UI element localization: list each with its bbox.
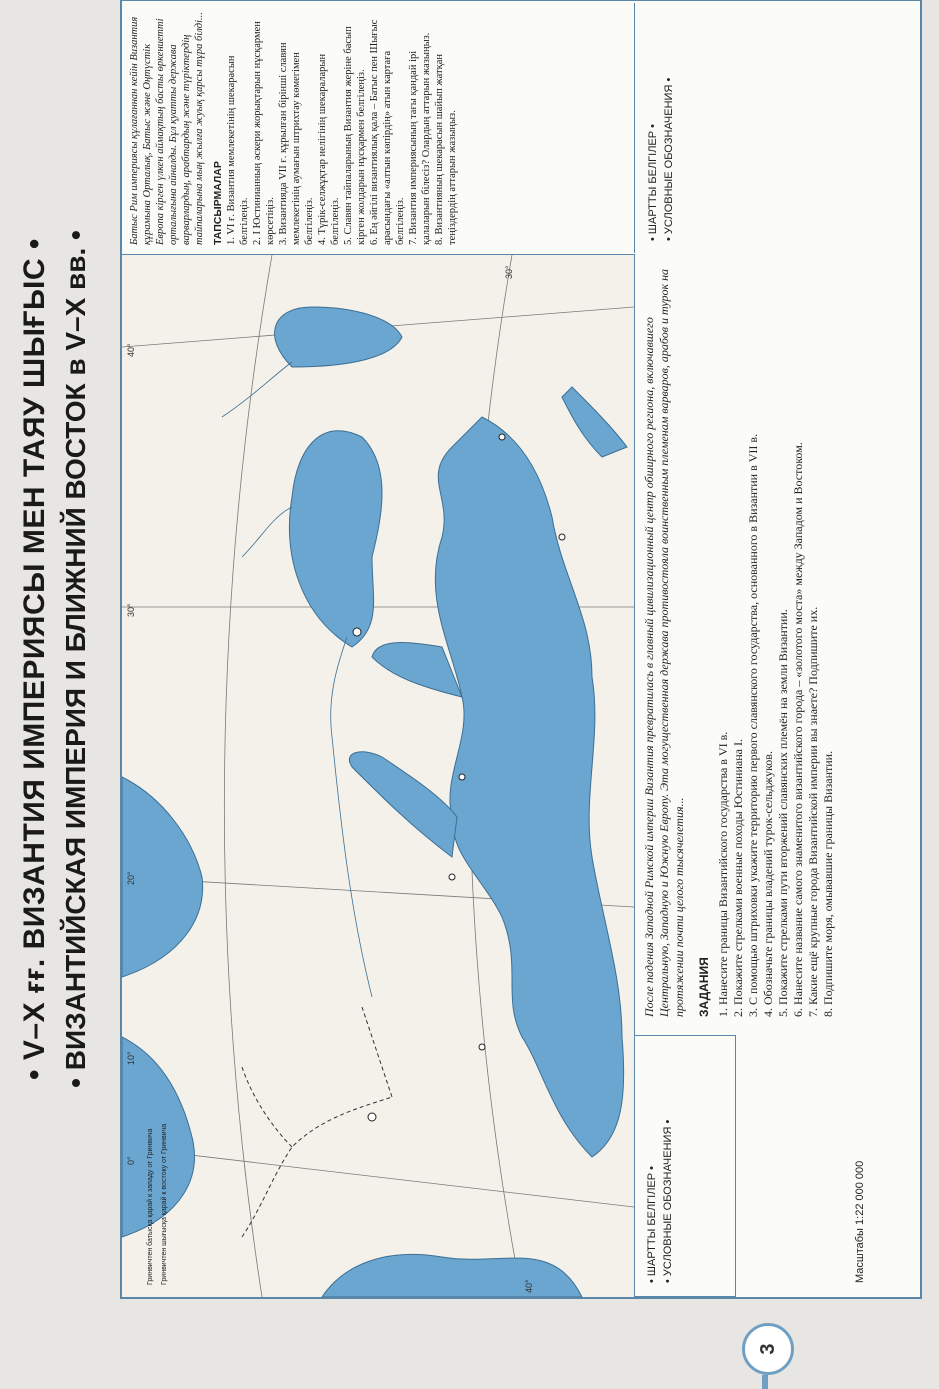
- parallel-label-30: 30°: [504, 265, 514, 279]
- contour-map: [122, 254, 635, 1297]
- legend-right: [634, 3, 921, 253]
- red-sea: [562, 387, 627, 457]
- task-kz-5: 5. Славян тайпаларының Византия жеріне басып кірген жолдарын нұсқармен белгілеңіз.: [343, 26, 367, 245]
- task-kz-1: 1. VI ғ. Византия мемлекетінің шекарасын белгілеңіз.: [226, 55, 250, 245]
- north-sea: [122, 1037, 194, 1237]
- tasks-head-kz: ТАПСЫРМАЛАР: [212, 161, 224, 245]
- task-kz-2: 2. I Юстинианның әскери жорықтарын нұсқармен көрсетіңіз.: [252, 21, 276, 245]
- legend-right-kz: • ШАРТТЫ БЕЛГІЛЕР •: [647, 124, 659, 241]
- legend-right-ru: • УСЛОВНЫЕ ОБОЗНАЧЕНИЯ •: [663, 77, 675, 241]
- task-ru-2: 2. Покажите стрелками военные походы Юстиниана I.: [731, 739, 745, 1017]
- worksheet-frame: [120, 0, 922, 1299]
- task-kz-3: 3. Византияда VII ғ. құрылған бірінші славян мемлекетінің аумағын штрихтау көмегімен белгілеңіз.: [278, 42, 315, 245]
- tasks-head-ru: ЗАДАНИЯ: [697, 957, 711, 1017]
- page-number: 3: [742, 1323, 794, 1375]
- intro-ru: После падения Западной Римской империи Византия превратилась в главный цивилизационный центр обширного региона, включавшего Центральную, Западную и Южную Европу. Эта могущественная держава противостояла воинственным племенам варваров, арабов и турок на протяжении почти целого тысячелетия...: [642, 268, 686, 1017]
- borders: [242, 1007, 392, 1237]
- task-kz-8: 8. Византияның шекарасын шайып жатқан теңіздердің аттарын жазыңыз.: [434, 54, 458, 245]
- parallel-label-40: 40°: [524, 1279, 534, 1293]
- task-kz-4: 4. Түрік-селжұқтар иелігінің шекараларын белгілеңіз.: [317, 53, 341, 245]
- meridian-label-40: 40°: [126, 343, 136, 357]
- city-marker: [449, 874, 455, 880]
- legend-left-kz: • ШАРТТЫ БЕЛГІЛЕР •: [646, 1166, 658, 1283]
- task-kz-6: 6. Ең әйгілі византиялық қала – Батыс пен Шығыс арасындағы «алтын көпірдің» атын картаға белгілеңіз.: [369, 19, 406, 245]
- city-marker: [479, 1044, 485, 1050]
- city-marker: [559, 534, 565, 540]
- meridian-label-30: 30°: [126, 603, 136, 617]
- legend-left-ru: • УСЛОВНЫЕ ОБОЗНАЧЕНИЯ •: [662, 1119, 674, 1283]
- task-ru-6: 6. Нанесите название самого знаменитого византийского города – «золотого моста» между Западом и Востоком.: [791, 442, 805, 1017]
- seas: [122, 307, 627, 1297]
- mediterranean-sea: [435, 417, 623, 1157]
- greenwich-west-label: Гринвичтен батысқа қарай к западу от Гринвича: [147, 1128, 154, 1285]
- task-ru-3: 3. С помощью штриховки укажите территорию первого славянского государства, основанного в Византии в VII в.: [746, 433, 760, 1017]
- task-ru-4: 4. Обозначьте границы владений турок-сельджуков.: [761, 751, 775, 1017]
- intro-kz: Батыс Рим империясы құлағаннан кейін Византия құрамына Орталық, Батыс және Оңтүстік Европа кірген үлкен аймақтың басты өркениетті орталығына айналды. Бұл қуатты держава варварлардың, арабтардың және түріктердің тайпаларына мың жылға жуық қарсы тұра білді...: [129, 12, 205, 245]
- bottom-text-block: [642, 257, 836, 1017]
- task-ru-5: 5. Покажите стрелками пути вторжений славянских племён на земли Византии.: [776, 609, 790, 1017]
- caspian-sea: [275, 307, 402, 367]
- meridian-label-10: 10°: [126, 1051, 136, 1065]
- atlantic-ocean: [322, 1254, 582, 1297]
- adriatic-sea: [349, 752, 457, 857]
- page-number-bar: [762, 1375, 768, 1389]
- task-kz-7: 7. Византия империясының тағы қандай ірі қалаларын білесіз? Олардың аттарын жазыңыз.: [408, 32, 432, 245]
- task-ru-1: 1. Нанесите границы Византийского государства в VI в.: [716, 731, 730, 1017]
- page-title-ru: • ВИЗАНТИЙСКАЯ ИМПЕРИЯ И БЛИЖНИЙ ВОСТОК в V–X вв. •: [60, 230, 91, 1088]
- greenwich-east-label: Гринвичтен шығысқа қарай к востоку от Гринвича: [161, 1123, 168, 1285]
- city-marker: [459, 774, 465, 780]
- city-marker: [499, 434, 505, 440]
- meridian-label-20: 20°: [126, 871, 136, 885]
- legend-left: [634, 1021, 920, 1297]
- map-scale: Масштабы 1:22 000 000: [854, 1160, 866, 1283]
- task-ru-8: 8. Подпишите моря, омывавшие границы Византии.: [821, 750, 835, 1017]
- city-marker: [368, 1113, 376, 1121]
- black-sea: [290, 431, 383, 647]
- meridian-label-0: 0°: [126, 1156, 136, 1165]
- task-ru-7: 7. Какие ещё крупные города Византийской империи вы знаете? Подпишите их.: [806, 606, 820, 1017]
- right-text-panel: [122, 3, 632, 253]
- aegean-sea: [372, 643, 462, 697]
- map-svg: [122, 255, 634, 1297]
- page-title-kz: • V–X ғғ. ВИЗАНТИЯ ИМПЕРИЯСЫ МЕН ТАЯУ ШЫҒЫС •: [18, 238, 51, 1080]
- city-marker: [353, 628, 361, 636]
